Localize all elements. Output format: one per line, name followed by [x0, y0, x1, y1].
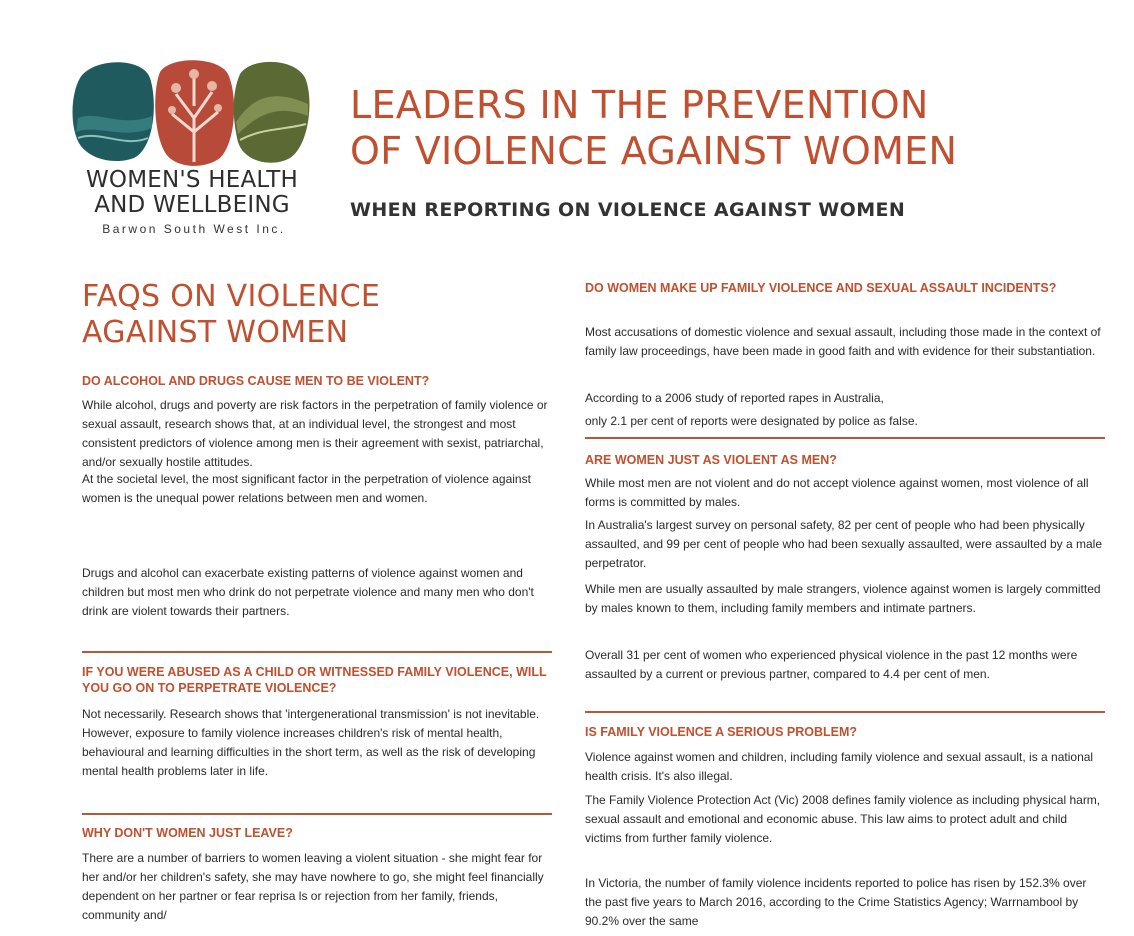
answer-alcohol-p1: While alcohol, drugs and poverty are risk factors in the perpetration of family violence or sexual assault, research shows that, at an individual level, the strongest and most consistent predictors of violence among men is their agreement with sexist, patriarchal, and/or sexually hostile attitudes.	[82, 398, 548, 469]
org-logo	[72, 58, 312, 248]
faq-title-line1: FAQS ON VIOLENCE	[82, 279, 381, 314]
answer-women-make-up-p1: Most accusations of domestic violence and sexual assault, including those made in the context of family law proceedings, have been made in good faith and with evidence for their substantiation.	[585, 325, 1101, 358]
org-name	[72, 168, 312, 218]
answer-serious-problem-p1: Violence against women and children, including family violence and sexual assault, is a national health crisis. It's also illegal.	[585, 750, 1094, 783]
question-women-make-up: DO WOMEN MAKE UP FAMILY VIOLENCE AND SEXUAL ASSAULT INCIDENTS?	[585, 281, 1057, 295]
faq-section-title	[82, 279, 380, 351]
answer-women-as-violent-p3: While men are usually assaulted by male strangers, violence against women is largely committed by males known to them, including family members and intimate partners.	[585, 582, 1101, 615]
question-abused-child: IF YOU WERE ABUSED AS A CHILD OR WITNESSED FAMILY VIOLENCE, WILL YOU GO ON TO PERPETRATE VIOLENCE?	[82, 665, 547, 695]
org-name-line1: WOMEN'S HEALTH	[85, 167, 298, 193]
org-subtitle: Barwon South West Inc.	[102, 222, 286, 236]
answer-women-as-violent-p1: While most men are not violent and do not accept violence against women, most violence of all forms is committed by males.	[585, 476, 1089, 509]
section-divider	[585, 437, 1105, 439]
page-title-line2: OF VIOLENCE AGAINST WOMEN	[350, 129, 958, 173]
question-why-not-leave: WHY DON'T WOMEN JUST LEAVE?	[82, 826, 293, 840]
answer-serious-problem-p2: The Family Violence Protection Act (Vic) 2008 defines family violence as including physical harm, sexual assault and emotional and economic abuse. This law aims to protect adult and child victims from further family violence.	[585, 793, 1101, 845]
page-title	[350, 82, 1110, 174]
org-name-line2: AND WELLBEING	[94, 192, 290, 218]
answer-women-as-violent-p4: Overall 31 per cent of women who experienced physical violence in the past 12 months were assaulted by a current or previous partner, compared to 4.4 per cent of men.	[585, 648, 1078, 681]
section-divider	[82, 813, 552, 815]
page-title-line1: LEADERS IN THE PREVENTION	[350, 83, 929, 127]
logo-graphic	[72, 58, 312, 168]
answer-alcohol-p3: Drugs and alcohol can exacerbate existing patterns of violence against women and children but most men who drink do not perpetrate violence and many men who don't drink are violent towards their partners.	[82, 566, 534, 618]
section-divider	[82, 651, 552, 653]
section-divider	[585, 711, 1105, 713]
answer-abused-child-p1: Not necessarily. Research shows that 'intergenerational transmission' is not inevitable. However, exposure to family violence increases children's risk of mental health, behavioural and learning difficulties in the short term, as well as the risk of developing mental health problems later in life.	[82, 707, 540, 778]
question-women-as-violent: ARE WOMEN JUST AS VIOLENT AS MEN?	[585, 453, 837, 467]
answer-women-make-up-p2: According to a 2006 study of reported rapes in Australia,	[585, 391, 884, 405]
question-serious-problem: IS FAMILY VIOLENCE A SERIOUS PROBLEM?	[585, 725, 858, 739]
answer-serious-problem-p3: In Victoria, the number of family violence incidents reported to police has risen by 152.3% over the past five years to March 2016, according to the Crime Statistics Agency; Warrnambool by 90.2% over the same	[585, 876, 1087, 928]
page-subtitle: WHEN REPORTING ON VIOLENCE AGAINST WOMEN	[350, 199, 906, 221]
answer-why-not-leave-p1: There are a number of barriers to women leaving a violent situation - she might fear for her and/or her children's safety, she may have nowhere to go, she might feel financially dependent on her partner or fear reprisa ls or rejection from her family, friends, community and/	[82, 851, 544, 922]
answer-women-as-violent-p2: In Australia's largest survey on personal safety, 82 per cent of people who had been physically assaulted, and 99 per cent of people who had been sexually assaulted, were assaulted by a male perpetrator.	[585, 518, 1103, 570]
faq-title-line2: AGAINST WOMEN	[82, 315, 349, 350]
answer-women-make-up-p3: only 2.1 per cent of reports were designated by police as false.	[585, 414, 918, 428]
question-alcohol-drugs: DO ALCOHOL AND DRUGS CAUSE MEN TO BE VIOLENT?	[82, 374, 430, 388]
answer-alcohol-p2: At the societal level, the most significant factor in the perpetration of violence against women is the unequal power relations between men and women.	[82, 472, 531, 505]
